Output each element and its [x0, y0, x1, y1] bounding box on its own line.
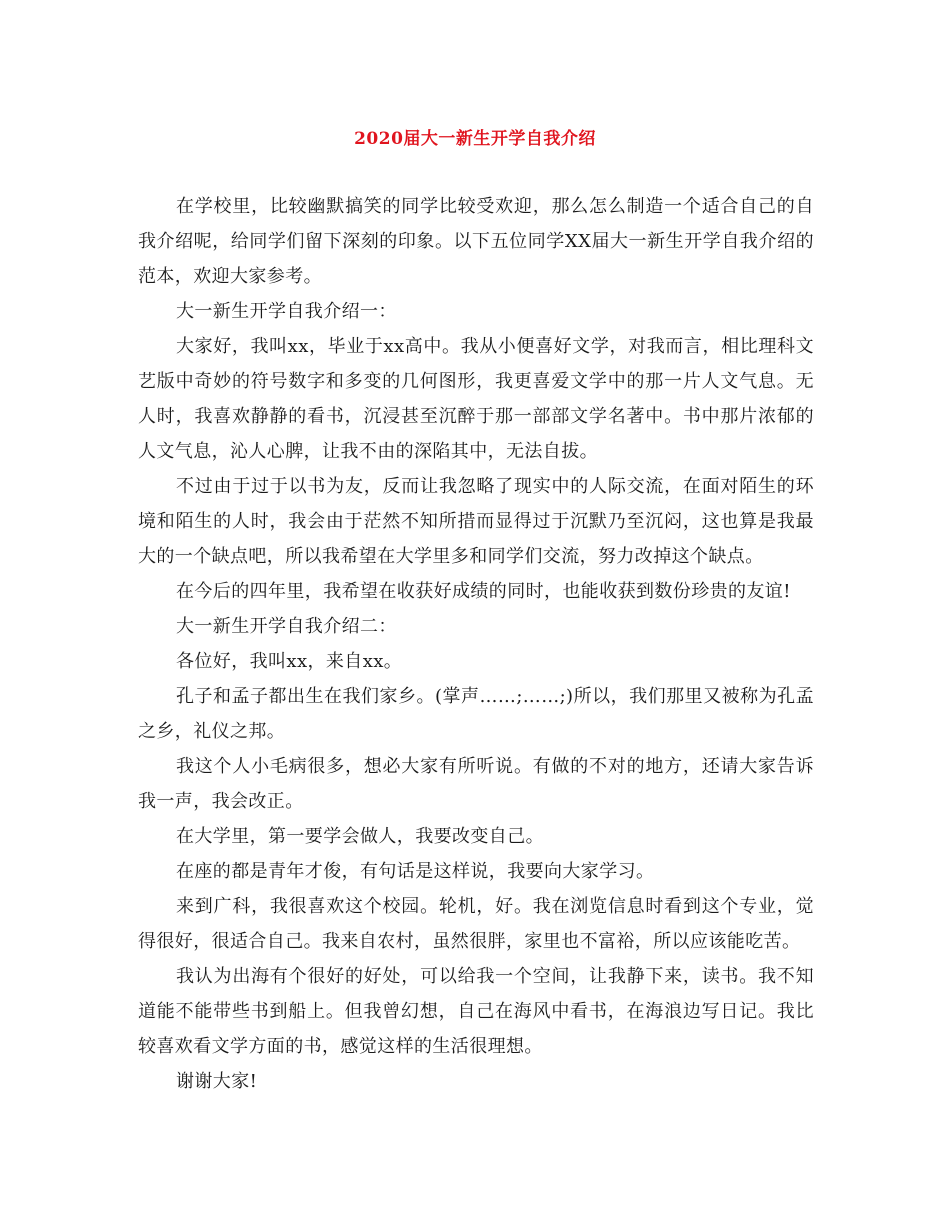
- paragraph: 我认为出海有个很好的好处，可以给我一个空间，让我静下来，读书。我不知道能不能带些书到船上。但我曾幻想，自己在海风中看书，在海浪边写日记。我比较喜欢看文学方面的书，感觉这样的生活很理想。: [138, 966, 814, 1057]
- document-body: [138, 189, 814, 1099]
- paragraph: 在今后的四年里，我希望在收获好成绩的同时，也能收获到数份珍贵的友谊!: [176, 581, 791, 602]
- paragraph: 大家好，我叫xx，毕业于xx高中。我从小便喜好文学，对我而言，相比理科文艺版中奇妙的符号数字和多变的几何图形，我更喜爱文学中的那一片人文气息。无人时，我喜欢静静的看书，沉浸甚至沉醉于那一部部文学名著中。书中那片浓郁的人文气息，沁人心脾，让我不由的深陷其中，无法自拔。: [138, 336, 814, 462]
- paragraph-intro: 在学校里，比较幽默搞笑的同学比较受欢迎，那么怎么制造一个适合自己的自我介绍呢，给同学们留下深刻的印象。以下五位同学XX届大一新生开学自我介绍的范本，欢迎大家参考。: [138, 196, 814, 287]
- paragraph: 各位好，我叫xx，来自xx。: [176, 651, 403, 672]
- paragraph-closing: 谢谢大家!: [176, 1071, 258, 1092]
- paragraph: 在座的都是青年才俊，有句话是这样说，我要向大家学习。: [176, 861, 655, 882]
- paragraph: 来到广科，我很喜欢这个校园。轮机，好。我在浏览信息时看到这个专业，觉得很好，很适合自己。我来自农村，虽然很胖，家里也不富裕，所以应该能吃苦。: [138, 896, 814, 952]
- section-heading-one: 大一新生开学自我介绍一：: [176, 301, 397, 322]
- paragraph: 在大学里，第一要学会做人，我要改变自己。: [176, 826, 544, 847]
- paragraph: 我这个人小毛病很多，想必大家有所听说。有做的不对的地方，还请大家告诉我一声，我会改正。: [138, 756, 814, 812]
- section-heading-two: 大一新生开学自我介绍二：: [176, 616, 397, 637]
- paragraph: 不过由于过于以书为友，反而让我忽略了现实中的人际交流，在面对陌生的环境和陌生的人时，我会由于茫然不知所措而显得过于沉默乃至沉闷，这也算是我最大的一个缺点吧，所以我希望在大学里多和同学们交流，努力改掉这个缺点。: [138, 476, 814, 567]
- document-title: 2020届大一新生开学自我介绍: [354, 129, 596, 149]
- paragraph: 孔子和孟子都出生在我们家乡。(掌声……;……;)所以，我们那里又被称为孔孟之乡，礼仪之邦。: [138, 686, 814, 742]
